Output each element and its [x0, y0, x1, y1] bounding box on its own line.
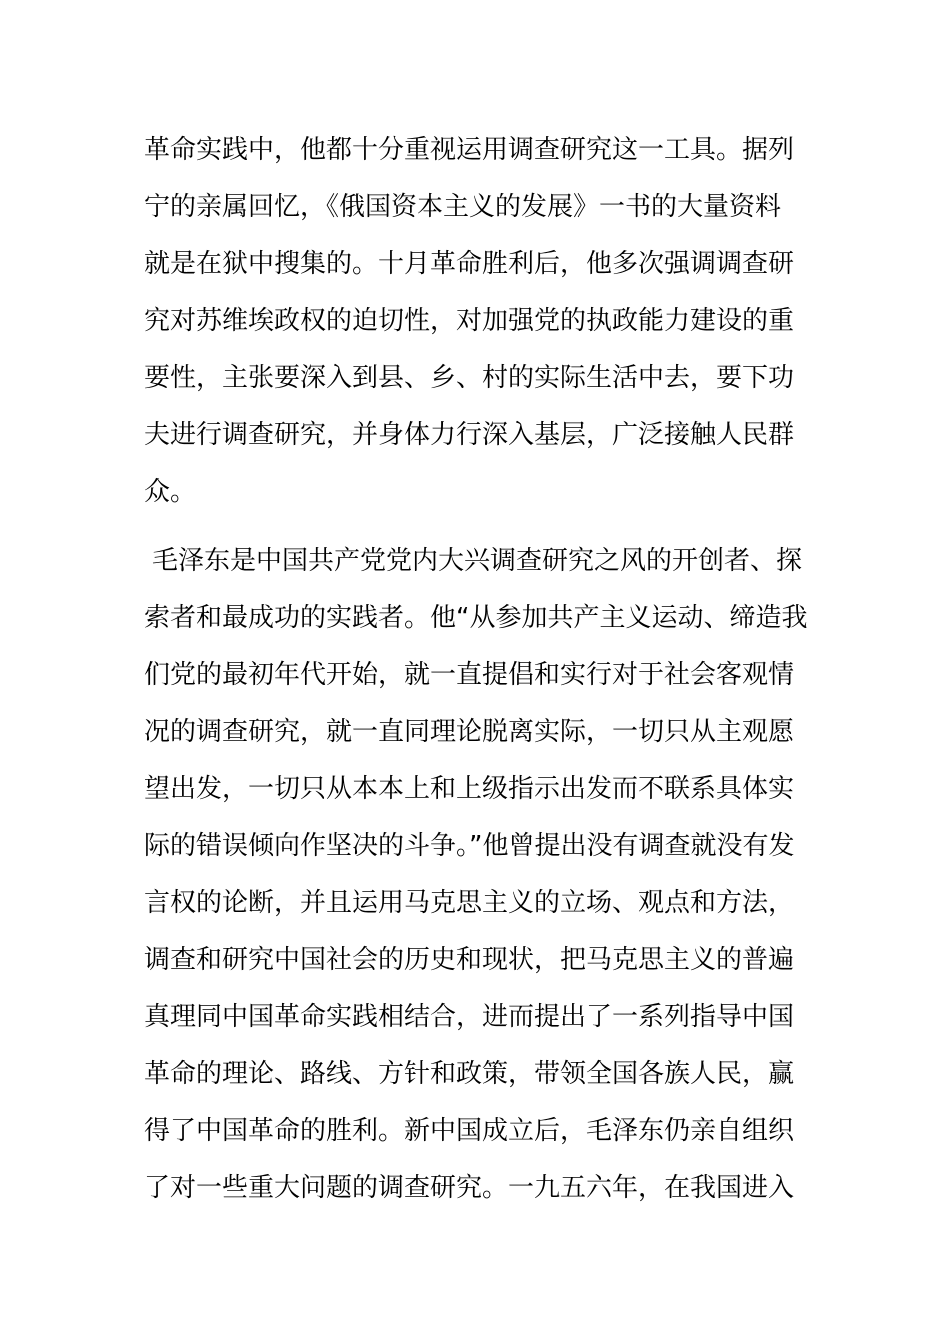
- paragraph-2-line-1: 毛泽东是中国共产党党内大兴调查研究之风的开创者、探: [152, 546, 803, 576]
- paragraph-2-line-7: 言权的论断，并且运用马克思主义的立场、观点和方法，: [144, 888, 795, 918]
- paragraph-2-line-12: 了对一些重大问题的调查研究。一九五六年，在我国进入: [144, 1173, 795, 1203]
- paragraph-1-line-3: 就是在狱中搜集的。十月革命胜利后，他多次强调调查研: [144, 249, 795, 279]
- paragraph-1-line-1: 革命实践中，他都十分重视运用调查研究这一工具。据列: [144, 135, 795, 165]
- paragraph-2-line-4: 况的调查研究，就一直同理论脱离实际，一切只从主观愿: [144, 717, 795, 747]
- paragraph-2-line-5: 望出发，一切只从本本上和上级指示出发而不联系具体实: [144, 774, 795, 804]
- paragraph-2-line-6: 际的错误倾向作坚决的斗争。”他曾提出没有调查就没有发: [144, 831, 795, 861]
- paragraph-1-line-7: 众。: [144, 477, 197, 507]
- paragraph-2-line-2: 索者和最成功的实践者。他“从参加共产主义运动、缔造我: [144, 603, 808, 633]
- paragraph-2-line-3: 们党的最初年代开始，就一直提倡和实行对于社会客观情: [144, 660, 795, 690]
- paragraph-2-line-11: 得了中国革命的胜利。新中国成立后，毛泽东仍亲自组织: [144, 1116, 795, 1146]
- paragraph-2-line-10: 革命的理论、路线、方针和政策，带领全国各族人民，赢: [144, 1059, 795, 1089]
- paragraph-1-line-5: 要性，主张要深入到县、乡、村的实际生活中去，要下功: [144, 363, 795, 393]
- paragraph-2-line-9: 真理同中国革命实践相结合，进而提出了一系列指导中国: [144, 1002, 795, 1032]
- paragraph-2-line-8: 调查和研究中国社会的历史和现状，把马克思主义的普遍: [144, 945, 795, 975]
- paragraph-1-line-2: 宁的亲属回忆，《俄国资本主义的发展》一书的大量资料: [144, 192, 782, 222]
- paragraph-1-line-6: 夫进行调查研究，并身体力行深入基层，广泛接触人民群: [144, 420, 795, 450]
- paragraph-1-line-4: 究对苏维埃政权的迫切性，对加强党的执政能力建设的重: [144, 306, 795, 336]
